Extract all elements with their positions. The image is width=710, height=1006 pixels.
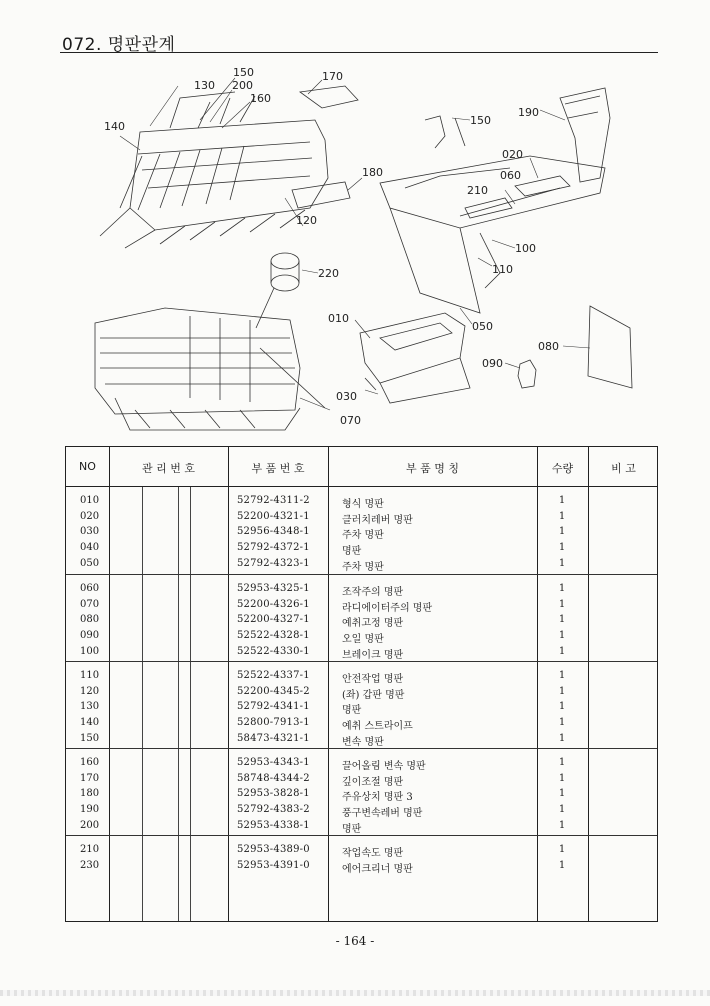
cell-quantity: 1 xyxy=(558,844,566,855)
cell-part-name: 조작주의 명판 xyxy=(342,587,404,598)
cell-part-number: 52200-4326-1 xyxy=(237,598,310,610)
cell-part-number: 52200-4321-1 xyxy=(237,510,310,522)
callout-label: 010 xyxy=(328,312,349,325)
row-group xyxy=(66,835,657,921)
table-row xyxy=(66,716,657,732)
cell-part-number: 52956-4348-1 xyxy=(237,526,310,538)
table-row xyxy=(66,510,657,526)
callout-label: 090 xyxy=(482,357,503,370)
page-number: - 164 - xyxy=(335,934,375,948)
header-no: NO xyxy=(79,460,96,473)
cell-no: 200 xyxy=(80,819,100,831)
cell-part-number: 52953-4338-1 xyxy=(237,819,310,831)
callout-label: 180 xyxy=(362,166,383,179)
cell-part-name: 명판 xyxy=(342,823,362,835)
cell-part-number: 52792-4372-1 xyxy=(237,542,310,554)
cell-no: 140 xyxy=(80,717,100,729)
cell-quantity: 1 xyxy=(558,510,566,522)
cell-part-number: 52792-4383-2 xyxy=(237,804,310,816)
cell-part-name: 명판 xyxy=(342,546,362,558)
cell-part-name: 형식 명판 xyxy=(342,499,384,510)
cell-quantity: 1 xyxy=(558,670,566,681)
cell-no: 120 xyxy=(80,685,100,697)
title-divider xyxy=(60,52,658,53)
cell-part-number: 52953-4343-1 xyxy=(237,757,310,768)
cell-no: 190 xyxy=(80,804,100,816)
cell-part-name: 작업속도 명판 xyxy=(342,848,404,859)
cell-part-name: 예취고정 명판 xyxy=(342,618,404,630)
callout-label: 200 xyxy=(232,79,253,92)
cell-no: 090 xyxy=(80,630,100,642)
callout-label: 060 xyxy=(500,169,521,182)
cell-part-name: 브레이크 명판 xyxy=(342,649,404,661)
table-row xyxy=(66,598,657,614)
cell-part-name: 명판 xyxy=(342,705,362,717)
table-row xyxy=(66,819,657,835)
cell-no: 180 xyxy=(80,788,100,800)
table-row xyxy=(66,803,657,819)
cell-no: 020 xyxy=(80,510,100,522)
cell-part-number: 52953-4325-1 xyxy=(237,583,310,594)
table-row xyxy=(66,613,657,629)
cell-part-name: 끌어올림 변속 명판 xyxy=(342,761,426,772)
cell-no: 130 xyxy=(80,701,100,713)
cell-no: 210 xyxy=(80,844,100,855)
row-group xyxy=(66,574,657,661)
cell-no: 160 xyxy=(80,757,100,768)
callout-label: 030 xyxy=(336,390,357,403)
cell-part-name: 클러치레버 명판 xyxy=(342,514,413,526)
header-mgmt-number: 관 리 번 호 xyxy=(142,462,195,475)
table-row xyxy=(66,582,657,598)
cell-no: 230 xyxy=(80,859,100,871)
table-row xyxy=(66,541,657,557)
cell-quantity: 1 xyxy=(558,859,566,871)
callout-label: 050 xyxy=(472,320,493,333)
table-row xyxy=(66,700,657,716)
row-group xyxy=(66,748,657,835)
cell-quantity: 1 xyxy=(558,804,566,816)
cell-part-name: 안전작업 명판 xyxy=(342,674,404,685)
cell-quantity: 1 xyxy=(558,685,566,697)
cell-part-name: 변속 명판 xyxy=(342,736,384,748)
cell-quantity: 1 xyxy=(558,614,566,626)
callout-label: 130 xyxy=(194,79,215,92)
cell-part-name: 주차 명판 xyxy=(342,530,384,542)
cell-part-name: 오일 명판 xyxy=(342,634,384,646)
table-row xyxy=(66,859,657,875)
cell-no: 040 xyxy=(80,542,100,554)
cell-part-name: 주유상치 명판 3 xyxy=(342,792,413,804)
page-title: 072. 명판관계 xyxy=(62,35,176,55)
cell-part-number: 52522-4330-1 xyxy=(237,645,310,657)
callout-label: 100 xyxy=(515,242,536,255)
cell-part-name: 에어크리너 명판 xyxy=(342,863,413,875)
cell-no: 010 xyxy=(80,495,100,506)
cell-quantity: 1 xyxy=(558,526,566,538)
cell-quantity: 1 xyxy=(558,772,566,784)
parts-table xyxy=(65,446,658,922)
cell-part-number: 52953-4391-0 xyxy=(237,859,310,871)
cell-part-number: 52522-4328-1 xyxy=(237,630,310,642)
cell-no: 150 xyxy=(80,732,100,744)
callout-label: 020 xyxy=(502,148,523,161)
table-row xyxy=(66,685,657,701)
callout-label: 170 xyxy=(322,70,343,83)
cell-quantity: 1 xyxy=(558,788,566,800)
exploded-parts-diagram xyxy=(60,58,660,438)
table-row xyxy=(66,772,657,788)
table-row xyxy=(66,732,657,748)
cell-no: 070 xyxy=(80,598,100,610)
cell-part-number: 52792-4341-1 xyxy=(237,701,310,713)
cell-quantity: 1 xyxy=(558,598,566,610)
cell-no: 170 xyxy=(80,772,100,784)
table-row xyxy=(66,525,657,541)
cell-part-number: 52953-4389-0 xyxy=(237,844,310,855)
cell-quantity: 1 xyxy=(558,757,566,768)
cell-part-number: 52792-4311-2 xyxy=(237,495,310,506)
cell-no: 050 xyxy=(80,557,100,569)
header-quantity: 수량 xyxy=(551,462,574,475)
callout-label: 210 xyxy=(467,184,488,197)
cell-part-number: 52953-3828-1 xyxy=(237,788,310,800)
table-row xyxy=(66,756,657,772)
cell-quantity: 1 xyxy=(558,557,566,569)
callout-label: 160 xyxy=(250,92,271,105)
row-group xyxy=(66,661,657,748)
callout-label: 150 xyxy=(470,114,491,127)
table-row xyxy=(66,787,657,803)
cell-quantity: 1 xyxy=(558,717,566,729)
cell-part-number: 52800-7913-1 xyxy=(237,717,310,729)
callout-label: 150 xyxy=(233,66,254,79)
callout-label: 220 xyxy=(318,267,339,280)
header-part-number: 부 품 번 호 xyxy=(251,462,305,475)
cell-part-number: 52522-4337-1 xyxy=(237,670,310,681)
cell-quantity: 1 xyxy=(558,495,566,506)
cell-part-number: 58748-4344-2 xyxy=(237,772,310,784)
callout-label: 120 xyxy=(296,214,317,227)
scan-edge-artifact xyxy=(0,990,710,996)
cell-no: 110 xyxy=(80,670,100,681)
cell-part-name: 주차 명판 xyxy=(342,561,384,573)
cell-quantity: 1 xyxy=(558,542,566,554)
callout-label: 070 xyxy=(340,414,361,427)
row-group xyxy=(66,487,657,574)
table-row xyxy=(66,669,657,685)
cell-no: 100 xyxy=(80,645,100,657)
table-header xyxy=(66,447,657,487)
callout-label: 190 xyxy=(518,106,539,119)
callout-label: 080 xyxy=(538,340,559,353)
cell-quantity: 1 xyxy=(558,701,566,713)
cell-part-number: 58473-4321-1 xyxy=(237,732,310,744)
header-part-name: 부 품 명 칭 xyxy=(406,462,459,475)
table-row xyxy=(66,494,657,510)
cell-quantity: 1 xyxy=(558,630,566,642)
cell-no: 060 xyxy=(80,583,100,594)
cell-part-name: (좌) 갑판 명판 xyxy=(342,689,405,701)
header-note: 비 고 xyxy=(611,462,636,475)
table-row xyxy=(66,557,657,573)
table-row xyxy=(66,645,657,661)
cell-part-name: 라디에이터주의 명판 xyxy=(342,602,433,614)
cell-part-number: 52200-4345-2 xyxy=(237,685,310,697)
cell-part-number: 52792-4323-1 xyxy=(237,557,310,569)
cell-quantity: 1 xyxy=(558,645,566,657)
cell-part-number: 52200-4327-1 xyxy=(237,614,310,626)
callout-label: 110 xyxy=(492,263,513,276)
table-row xyxy=(66,629,657,645)
cell-no: 030 xyxy=(80,526,100,538)
cell-part-name: 깊이조절 명판 xyxy=(342,776,404,788)
cell-part-name: 풍구변속레버 명판 xyxy=(342,808,423,820)
table-row xyxy=(66,843,657,859)
cell-no: 080 xyxy=(80,614,100,626)
callout-label: 140 xyxy=(104,120,125,133)
diagram-svg xyxy=(60,58,660,438)
cell-quantity: 1 xyxy=(558,732,566,744)
cell-quantity: 1 xyxy=(558,583,566,594)
cell-quantity: 1 xyxy=(558,819,566,831)
cell-part-name: 예취 스트라이프 xyxy=(342,721,413,733)
